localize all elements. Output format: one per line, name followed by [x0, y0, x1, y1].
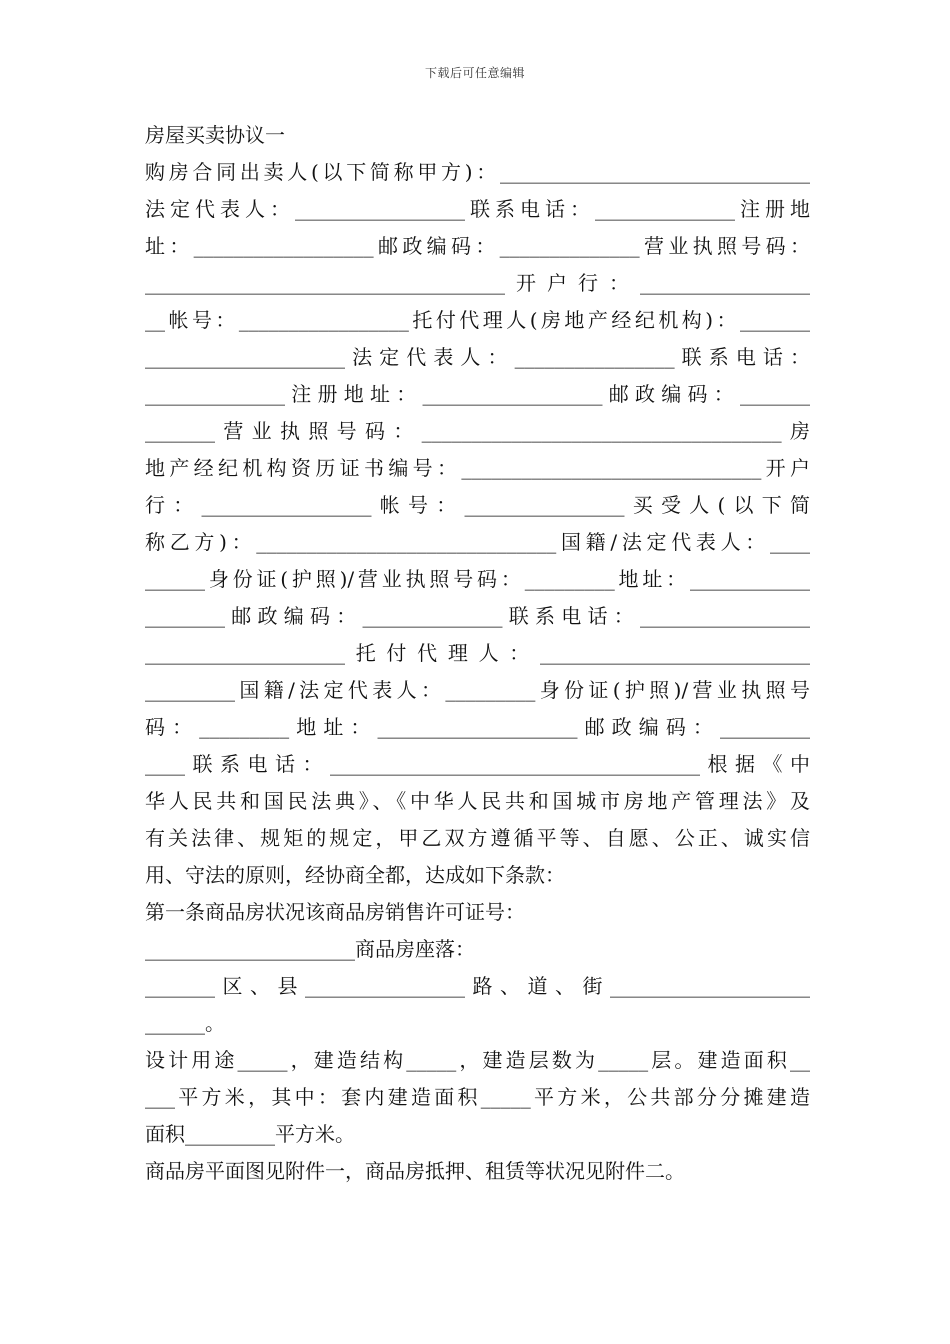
doc-line: ____________________________________开户行：_________________: [145, 271, 810, 295]
doc-line: 法定代表人：_________________联系电话：______________注册地: [145, 197, 810, 221]
doc-line: 称乙方)：______________________________国籍/法定代表人：____: [145, 530, 810, 554]
doc-line: _________国籍/法定代表人：_________身份证(护照)/营业执照号: [145, 678, 810, 702]
doc-line: 华人民共和国民法典》、《中华人民共和国城市房地产管理法》及: [145, 789, 810, 813]
doc-title: 房屋买卖协议一: [145, 123, 285, 147]
doc-line: 行：_________________帐号：________________买受人(以下简: [145, 493, 810, 517]
doc-line: _______区、县________________路、道、街____________________: [145, 974, 810, 998]
page-header: 下载后可任意编辑: [424, 66, 525, 80]
doc-line: __帐号：_________________托付代理人(房地产经纪机构)：_______: [145, 308, 810, 332]
doc-line: ____联系电话：_____________________________________根据《中: [145, 752, 810, 776]
doc-line: 码：_________地址：____________________邮政编码：_________: [145, 715, 810, 739]
doc-line: ____________________法定代表人：________________联系电话：: [145, 345, 810, 369]
doc-line: ________邮政编码：______________联系电话：_________________: [145, 604, 810, 628]
doc-line: 地产经纪机构资历证书编号：______________________________开户: [145, 456, 810, 480]
doc-line: ______。: [145, 1011, 225, 1035]
doc-line: ______________注册地址：__________________邮政编码：_______: [145, 382, 810, 406]
section-heading: 第一条商品房状况该商品房销售许可证号：: [145, 900, 525, 924]
doc-line: 面积_________平方米。: [145, 1122, 355, 1146]
doc-line: 址：__________________邮政编码：______________营业执照号码：: [145, 234, 810, 258]
doc-line: ____________________托付代理人：___________________________: [145, 641, 810, 665]
doc-line: 商品房平面图见附件一，商品房抵押、租赁等状况见附件二。: [145, 1159, 685, 1183]
doc-line: _______营业执照号码：____________________________________房: [145, 419, 810, 443]
doc-line: ___平方米，其中：套内建造面积_____平方米，公共部分分摊建造: [145, 1085, 810, 1109]
doc-line: 购房合同出卖人(以下简称甲方)：_______________________________: [145, 160, 810, 184]
doc-line: 设计用途_____，建造结构_____，建造层数为_____层。建造面积__: [145, 1048, 810, 1072]
doc-line: _____________________商品房座落：: [145, 937, 475, 961]
doc-line: 有关法律、规矩的规定，甲乙双方遵循平等、自愿、公正、诚实信: [145, 826, 810, 850]
doc-line: ______身份证(护照)/营业执照号码：_________地址：____________: [145, 567, 810, 591]
doc-line: 用、守法的原则，经协商全都，达成如下条款：: [145, 863, 565, 887]
